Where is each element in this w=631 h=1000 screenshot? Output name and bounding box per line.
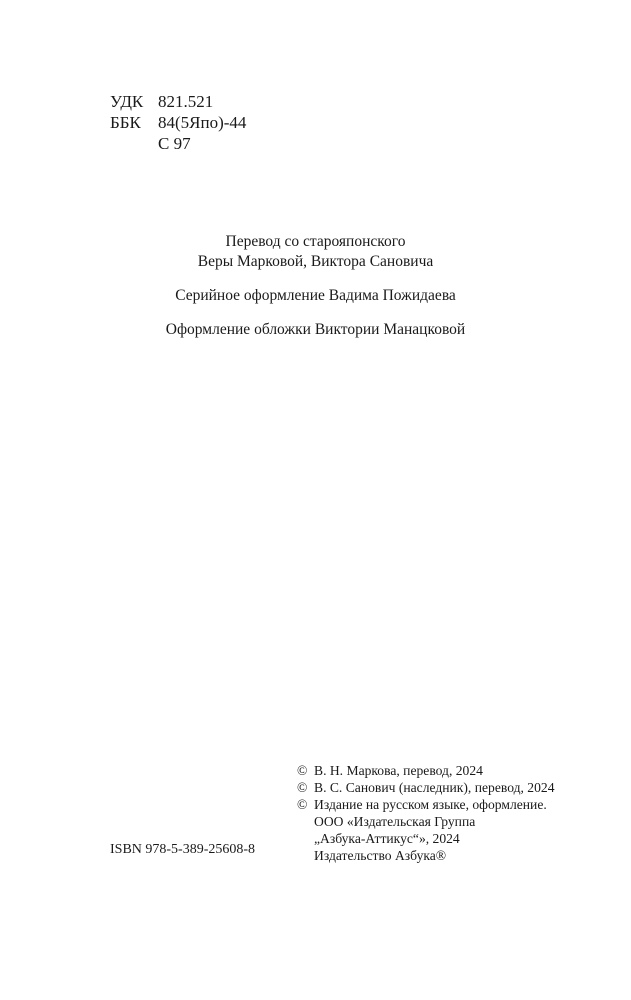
copyright-row-1: [297, 762, 555, 779]
bbk-value: 84(5Япо)-44: [158, 113, 247, 132]
series-design-line: Серийное оформление Вадима Пожидаева: [175, 287, 456, 304]
author-mark: С 97: [158, 134, 191, 153]
udk-label: УДК: [110, 92, 144, 111]
translation-line-1: Перевод со старояпонского: [225, 233, 406, 250]
classification-block: [110, 91, 246, 154]
copyright-row-6: [297, 847, 555, 864]
copyright-row-3: [297, 796, 555, 813]
copyright-row-4: [297, 813, 555, 830]
credits-block: [0, 232, 631, 354]
translation-credit: [0, 232, 631, 272]
bbk-label: ББК: [110, 113, 141, 132]
udk-row: [110, 91, 246, 112]
cover-design-line: Оформление обложки Виктории Манацковой: [165, 321, 466, 338]
isbn-number: ISBN 978-5-389-25608-8: [110, 842, 256, 857]
copyright-symbol: ©: [297, 797, 308, 812]
cover-design-credit: [0, 320, 631, 340]
udk-value: 821.521: [158, 92, 214, 111]
copyright-symbol: ©: [297, 780, 308, 795]
copyright-block: [297, 762, 555, 864]
copyright-line-5: „Азбука-Аттикус“», 2024: [314, 831, 460, 846]
author-mark-row: [110, 133, 246, 154]
translation-line-2: Веры Марковой, Виктора Сановича: [197, 253, 434, 270]
copyright-line-2: В. С. Санович (наследник), перевод, 2024: [314, 780, 555, 795]
copyright-row-2: [297, 779, 555, 796]
copyright-symbol: ©: [297, 763, 308, 778]
series-design-credit: [0, 286, 631, 306]
copyright-line-1: В. Н. Маркова, перевод, 2024: [314, 763, 483, 778]
copyright-line-4: ООО «Издательская Группа: [314, 814, 476, 829]
copyright-row-5: [297, 830, 555, 847]
copyright-line-3: Издание на русском языке, оформление.: [314, 797, 547, 812]
copyright-line-6: Издательство Азбука®: [314, 848, 447, 863]
bbk-row: [110, 112, 246, 133]
